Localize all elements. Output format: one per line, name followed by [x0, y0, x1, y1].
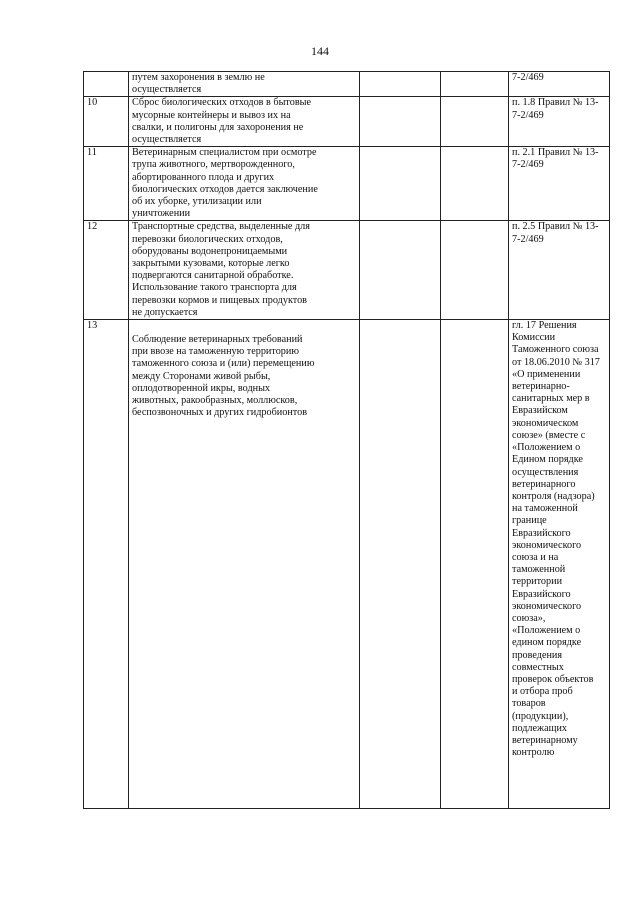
- table-row: [84, 147, 610, 221]
- row-number: 10: [84, 97, 129, 147]
- empty-cell: [441, 147, 509, 221]
- legal-reference: 7-2/469: [509, 72, 610, 97]
- legal-reference: гл. 17 Решения Комиссии Таможенного союза от 18.06.2010 № 317 «О применении ветеринарно- санитарных мер в Евразийском экономическом союзе» (вместе с «Положением о Едином порядке осуществления ветеринарного контроля (надзора) на таможенной границе Евразийского экономического союза и на таможенной территории Евразийского экономического союза», «Положением о едином порядке проведения совместных проверок объектов и отбора проб товаров (продукции), подлежащих ветеринарному контролю: [509, 320, 610, 809]
- row-number: [84, 72, 129, 97]
- legal-reference: п. 1.8 Правил № 13- 7-2/469: [509, 97, 610, 147]
- requirement-text: Сброс биологических отходов в бытовые мусорные контейнеры и вывоз их на свалки, и полигоны для захоронения не осуществляется: [129, 97, 360, 147]
- empty-cell: [360, 320, 441, 809]
- requirement-text: Ветеринарным специалистом при осмотре трупа животного, мертворожденного, абортированного плода и других биологических отходов дается заключение об их уборке, утилизации или уничтожении: [129, 147, 360, 221]
- legal-reference: п. 2.1 Правил № 13- 7-2/469: [509, 147, 610, 221]
- requirement-text: Транспортные средства, выделенные для перевозки биологических отходов, оборудованы водонепроницаемыми закрытыми кузовами, которые легко подвергаются санитарной обработке. Использование такого транспорта для перевозки кормов и пищевых продуктов не допускается: [129, 221, 360, 320]
- table-row: [84, 72, 610, 97]
- empty-cell: [360, 221, 441, 320]
- table-row: [84, 221, 610, 320]
- empty-cell: [360, 147, 441, 221]
- legal-reference: п. 2.5 Правил № 13- 7-2/469: [509, 221, 610, 320]
- requirement-text: путем захоронения в землю не осуществляется: [129, 72, 360, 97]
- requirement-text: Соблюдение ветеринарных требований при ввозе на таможенную территорию таможенного союза и (или) перемещению между Сторонами живой рыбы, оплодотворенной икры, водных животных, ракообразных, моллюсков, беспозвоночных и других гидробионтов: [132, 334, 315, 419]
- requirement-cell: [129, 320, 360, 809]
- row-number: 11: [84, 147, 129, 221]
- requirements-table: [83, 71, 610, 809]
- row-number: 12: [84, 221, 129, 320]
- table-row: [84, 320, 610, 809]
- empty-cell: [441, 72, 509, 97]
- empty-cell: [360, 72, 441, 97]
- empty-cell: [441, 320, 509, 809]
- empty-cell: [441, 97, 509, 147]
- row-number: 13: [84, 320, 129, 809]
- table-row: [84, 97, 610, 147]
- empty-cell: [360, 97, 441, 147]
- empty-cell: [441, 221, 509, 320]
- page-number: 144: [311, 44, 329, 58]
